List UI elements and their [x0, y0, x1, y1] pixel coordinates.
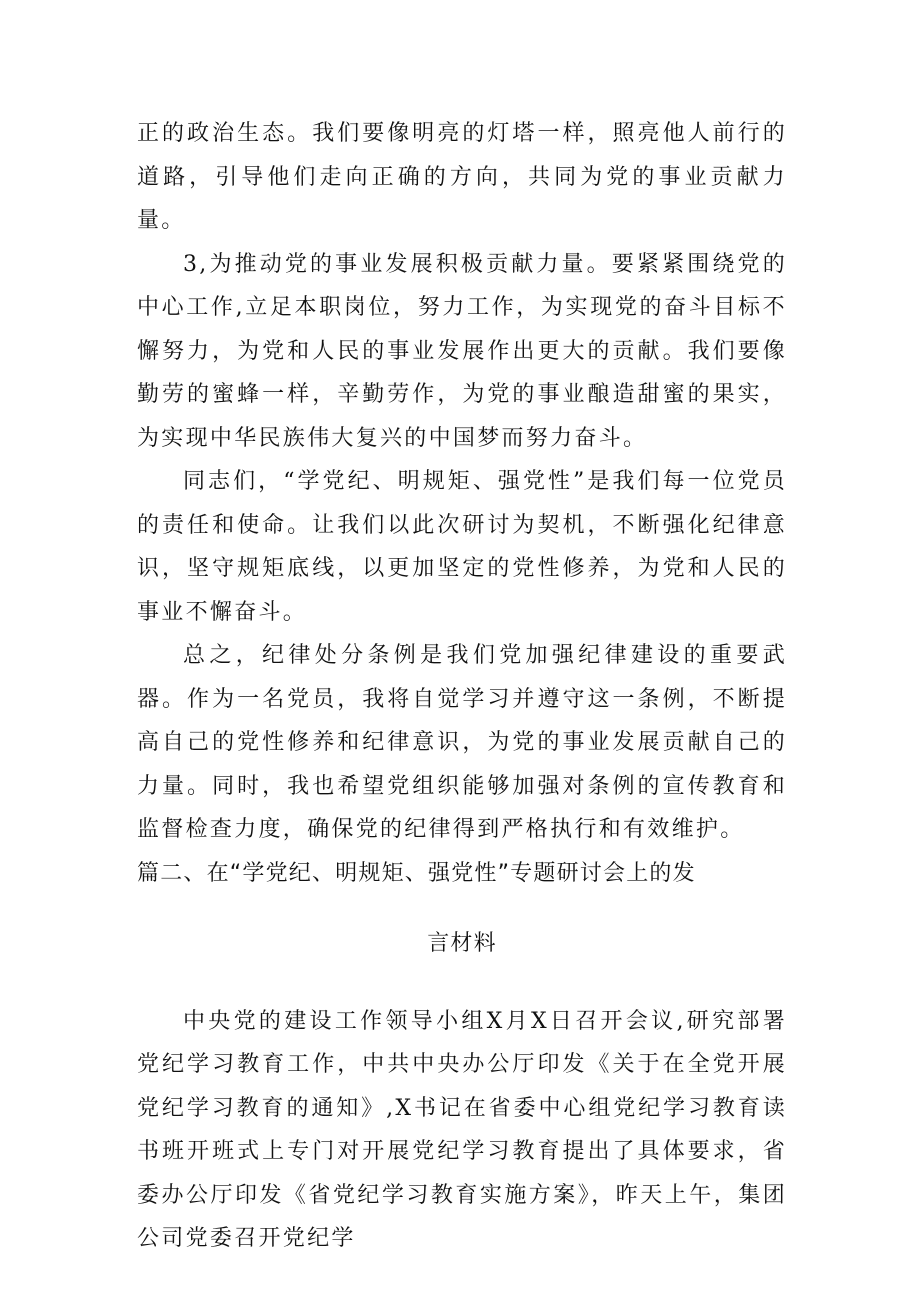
section-heading-line2: 言材料: [427, 930, 497, 956]
paragraph-conclusion: 总之，纪律处分条例是我们党加强纪律建设的重要武器。作为一名党员，我将自觉学习并遵守这一条例，不断提高自己的党性修养和纪律意识，为党的事业发展贡献自己的力量。同时，我也希望党组织能够加强对条例的宣传教育和监督检查力度，确保党的纪律得到严格执行和有效维护。: [137, 643, 787, 842]
paragraph-point-3: 3,为推动党的事业发展积极贡献力量。要紧紧围绕党的中心工作,立足本职岗位，努力工作，为实现党的奋斗目标不懈努力，为党和人民的事业发展作出更大的贡献。我们要像勤劳的蜜蜂一样，辛勤劳作，为党的事业酿造甜蜜的果实，为实现中华民族伟大复兴的中国梦而努力奋斗。: [137, 251, 787, 451]
section-heading-line1: 篇二、在“学党纪、明规矩、强党性”专题研讨会上的发: [137, 860, 696, 886]
paragraph-section2-intro: 中央党的建设工作领导小组X月X日召开会议,研究部署党纪学习教育工作，中共中央办公厅印发《关于在全党开展党纪学习教育的通知》,X书记在省委中心组党纪学习教育读书班开班式上专门对开展党纪学习教育提出了具体要求，省委办公厅印发《省党纪学习教育实施方案》，昨天上午，集团公司党委召开党纪学: [137, 1008, 787, 1251]
document-body: [137, 112, 787, 1261]
paragraph-comrades: 同志们，“学党纪、明规矩、强党性”是我们每一位党员的责任和使命。让我们以此次研讨为契机，不断强化纪律意识，坚守规矩底线，以更加坚定的党性修养，为党和人民的事业不懈奋斗。: [137, 469, 787, 625]
paragraph-continuation: 正的政治生态。我们要像明亮的灯塔一样，照亮他人前行的道路，引导他们走向正确的方向，共同为党的事业贡献力量。: [137, 121, 787, 233]
